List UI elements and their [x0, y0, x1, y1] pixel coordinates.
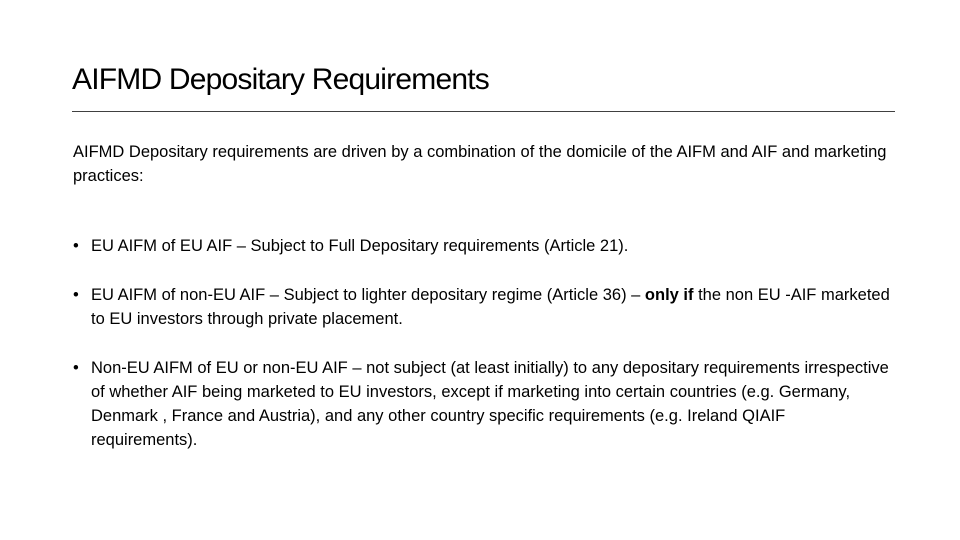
- bullet-text-before: EU AIFM of non-EU AIF – Subject to lighter depositary regime (Article 36) –: [91, 286, 645, 304]
- bullet-list: [73, 234, 893, 477]
- slide-title: AIFMD Depositary Requirements: [72, 63, 489, 96]
- bullet-item-eu-aifm-non-eu-aif: [73, 283, 893, 331]
- bullet-text: Non-EU AIFM of EU or non-EU AIF – not subject (at least initially) to any depositary requirements irrespective of whether AIF being marketed to EU investors, except if marketing into certain countries (e.g. Germany, Denmark , France and Austria), and any other country specific requirements (e.g. Ireland QIAIF requirements).: [91, 359, 889, 449]
- bullet-emphasis: only if: [644, 286, 694, 304]
- bullet-item-non-eu-aifm: [73, 356, 893, 452]
- bullet-text-after: the non EU -AIF marketed to EU investors through private placement.: [91, 286, 890, 328]
- bullet-icon: •: [73, 237, 79, 255]
- bullet-icon: •: [73, 286, 79, 304]
- bullet-text: EU AIFM of EU AIF – Subject to Full Depositary requirements (Article 21).: [91, 237, 629, 255]
- intro-paragraph: AIFMD Depositary requirements are driven by a combination of the domicile of the AIFM and AIF and marketing practices:: [73, 143, 887, 185]
- bullet-icon: •: [73, 359, 79, 377]
- title-divider: [72, 111, 895, 112]
- bullet-item-eu-aifm-eu-aif: [73, 234, 893, 258]
